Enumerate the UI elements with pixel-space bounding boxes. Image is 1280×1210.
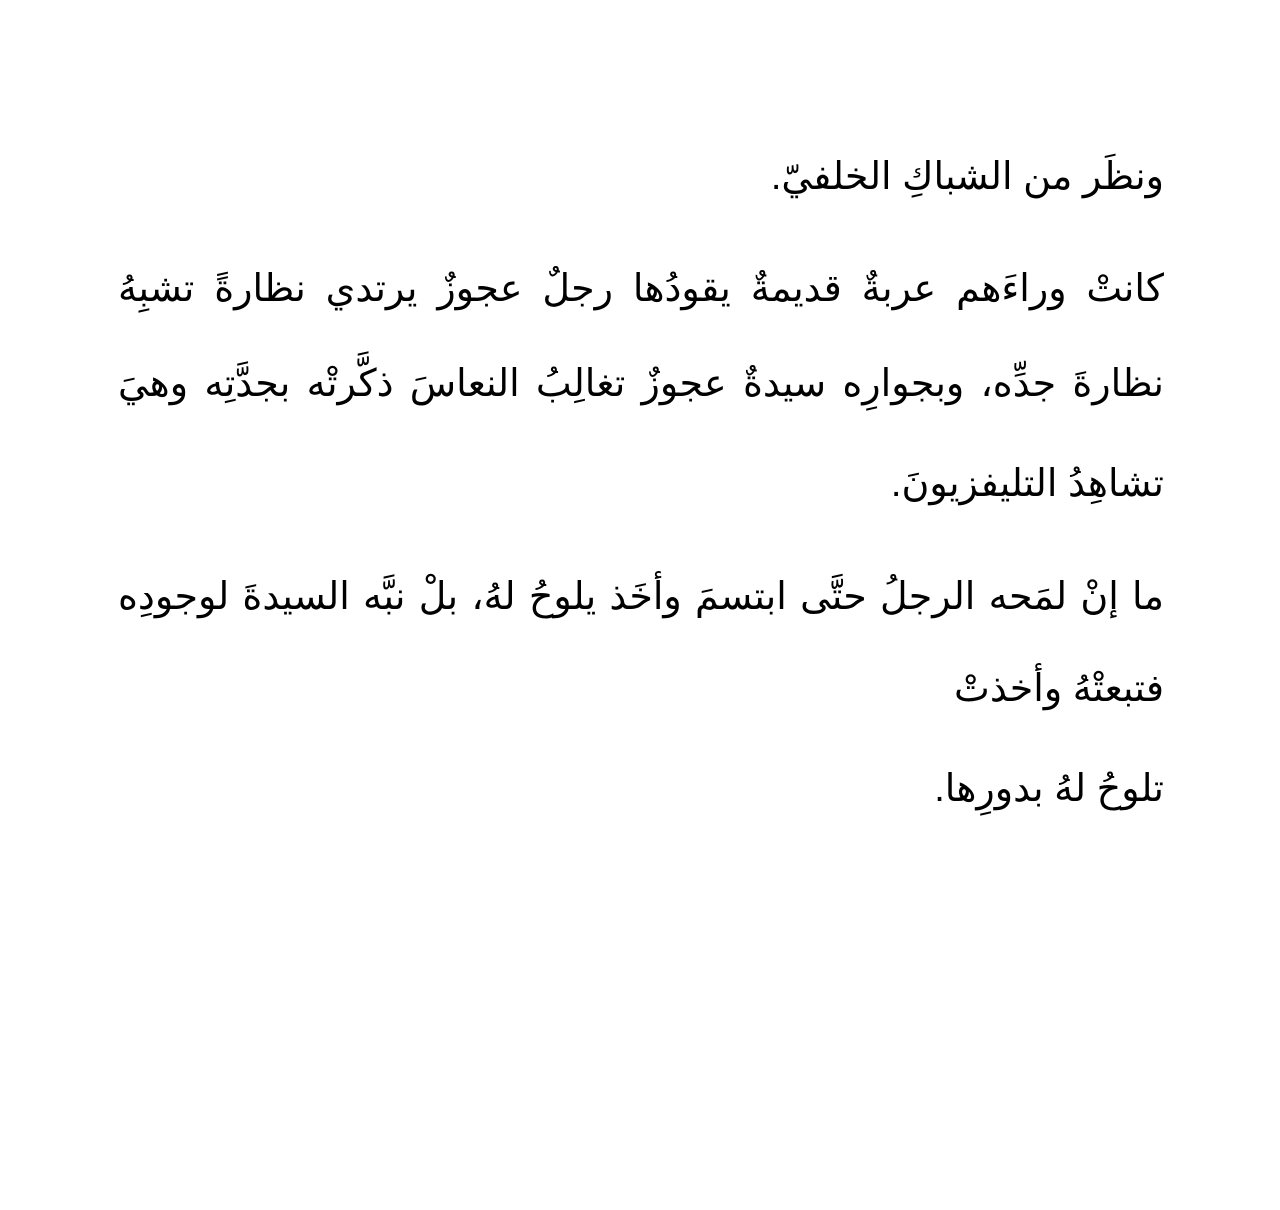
paragraph-3-line-1: ما إنْ لمَحه الرجلُ حتَّى ابتسمَ وأخَذ يلوحُ لهُ، بلْ نبَّه السيدةَ لوجودِه <box>118 576 1164 618</box>
paragraph-2-line-1: كانتْ وراءَهم عربةٌ قديمةٌ يقودُها رجلٌ عجوزٌ يرتدي نظارةً تشبِهُ <box>118 268 1164 310</box>
paragraph-3-line-3: تلوحُ لهُ بدورِها. <box>934 768 1164 810</box>
paragraph-3-line-2: فتبعتْهُ وأخذتْ <box>954 668 1164 710</box>
paragraph-2-line-3: تشاهِدُ التليفزيونَ. <box>890 463 1164 505</box>
paragraph-1-line-1: ونظَر من الشباكِ الخلفيّ. <box>770 156 1164 198</box>
paragraph-2-line-2: نظارةَ جدِّه، وبجوارِه سيدةٌ عجوزٌ تغالِبُ النعاسَ ذكَّرتْه بجدَّتِه وهيَ <box>118 363 1164 405</box>
